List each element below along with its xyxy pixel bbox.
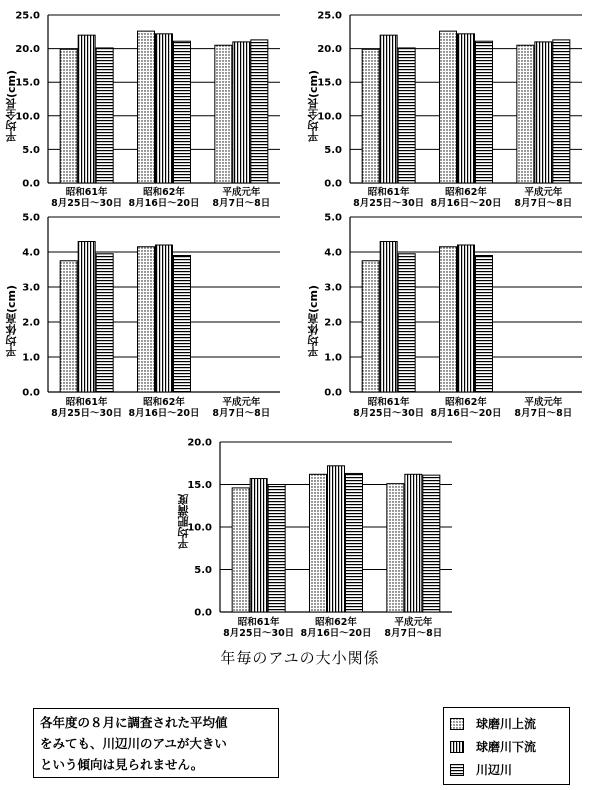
y-tick-label: 20.0: [187, 437, 212, 449]
x-tick-label: 8月16日〜20日: [128, 408, 200, 419]
x-tick-label: 平成元年: [524, 187, 563, 198]
x-tick-label: 昭和62年: [445, 187, 487, 198]
bar-upstream: [440, 31, 457, 183]
bar-downstream: [156, 245, 173, 392]
bar-kawabe: [398, 48, 415, 183]
x-tick-label: 平成元年: [394, 617, 433, 628]
x-tick-label: 平成元年: [524, 397, 563, 408]
y-tick-label: 20.0: [15, 44, 40, 56]
legend-label: 球磨川下流: [476, 740, 537, 754]
y-tick-label: 4.0: [22, 247, 40, 259]
bar-kawabe: [398, 254, 415, 392]
x-tick-label: 8月16日〜20日: [430, 198, 502, 209]
y-tick-label: 4.0: [324, 247, 342, 259]
y-tick-label: 5.0: [324, 144, 342, 156]
bar-upstream: [60, 261, 77, 392]
y-tick-label: 15.0: [187, 480, 212, 491]
y-tick-label: 5.0: [22, 144, 40, 156]
legend-item-downstream: [450, 735, 563, 758]
x-tick-label: 8月7日〜8日: [514, 198, 573, 209]
chart-average-height-right: [302, 205, 592, 420]
chart-svg: [170, 432, 460, 647]
bar-downstream: [458, 245, 475, 392]
x-tick-label: 8月25日〜30日: [353, 408, 425, 419]
chart-average-length-left: [0, 0, 290, 210]
chart-average-fatness: [170, 432, 460, 647]
note-line: 各年度の８月に調査された平均値: [40, 715, 228, 730]
y-tick-label: 5.0: [194, 565, 212, 576]
vlines-pattern-swatch: [450, 741, 464, 753]
y-tick-label: 0.0: [22, 387, 40, 399]
y-tick-label: 1.0: [22, 352, 40, 364]
y-tick-label: 1.0: [324, 352, 342, 364]
dots-pattern-swatch: [450, 718, 464, 730]
y-tick-label: 0.0: [324, 178, 342, 190]
bar-downstream: [78, 242, 95, 393]
x-tick-label: 昭和61年: [367, 397, 410, 408]
y-tick-label: 2.0: [22, 317, 40, 329]
legend-item-upstream: [450, 712, 563, 735]
y-axis-label: 平均全長(cm): [5, 70, 18, 143]
bar-downstream: [380, 242, 397, 393]
bar-kawabe: [96, 254, 113, 392]
x-tick-label: 昭和61年: [65, 397, 108, 408]
note-line: をみても、川辺川のアユが大きい: [40, 736, 227, 751]
legend-label: 川辺川: [476, 763, 513, 777]
hlines-pattern-swatch: [450, 764, 464, 776]
bar-kawabe: [174, 41, 191, 183]
bar-kawabe: [174, 256, 191, 393]
chart-svg: [0, 0, 290, 210]
x-tick-label: 昭和61年: [65, 187, 108, 198]
bar-upstream: [440, 247, 457, 392]
y-tick-label: 10.0: [15, 111, 40, 123]
x-tick-label: 8月16日〜20日: [430, 408, 502, 419]
bar-upstream: [60, 49, 77, 183]
legend-item-kawabe: [450, 758, 563, 781]
figure-caption: 年毎のアユの大小関係: [220, 649, 380, 667]
x-tick-label: 昭和61年: [367, 187, 410, 198]
x-tick-label: 8月25日〜30日: [51, 408, 123, 419]
bar-downstream: [156, 34, 173, 183]
bar-kawabe: [476, 256, 493, 393]
bar-upstream: [138, 31, 155, 183]
bar-upstream: [517, 45, 534, 183]
bar-upstream: [232, 488, 249, 612]
y-tick-label: 2.0: [324, 317, 342, 329]
bar-kawabe: [251, 40, 268, 183]
bar-kawabe: [553, 40, 570, 183]
y-tick-label: 0.0: [324, 387, 342, 399]
x-tick-label: 8月7日〜8日: [384, 628, 443, 639]
y-tick-label: 15.0: [317, 77, 342, 89]
bar-kawabe: [96, 48, 113, 183]
legend: [443, 707, 570, 785]
x-tick-label: 8月16日〜20日: [128, 198, 200, 209]
legend-label: 球磨川上流: [476, 717, 537, 731]
x-tick-label: 8月7日〜8日: [514, 408, 573, 419]
bar-kawabe: [268, 485, 285, 613]
y-tick-label: 3.0: [22, 282, 40, 294]
y-tick-label: 15.0: [15, 77, 40, 89]
note-box: [33, 708, 279, 778]
y-tick-label: 25.0: [15, 10, 40, 22]
bar-downstream: [405, 474, 422, 612]
bar-downstream: [535, 42, 552, 183]
x-tick-label: 8月16日〜20日: [300, 628, 372, 639]
bar-upstream: [310, 474, 327, 612]
x-tick-label: 8月7日〜8日: [212, 408, 271, 419]
y-tick-label: 0.0: [194, 607, 212, 619]
bar-downstream: [233, 42, 250, 183]
x-tick-label: 8月7日〜8日: [212, 198, 271, 209]
bar-downstream: [78, 35, 95, 183]
chart-average-length-right: [302, 0, 592, 210]
chart-average-height-left: [0, 205, 290, 420]
x-tick-label: 昭和62年: [143, 397, 185, 408]
note-line: という傾向は見られません。: [40, 757, 204, 772]
chart-svg: [0, 205, 290, 420]
y-tick-label: 20.0: [317, 44, 342, 56]
x-tick-label: 8月25日〜30日: [223, 628, 295, 639]
bar-upstream: [387, 484, 404, 612]
x-tick-label: 昭和62年: [315, 617, 357, 628]
y-tick-label: 0.0: [22, 178, 40, 190]
chart-svg: [302, 205, 592, 420]
y-tick-label: 25.0: [317, 10, 342, 22]
bar-upstream: [362, 49, 379, 183]
bar-upstream: [362, 261, 379, 392]
bar-kawabe: [423, 475, 440, 612]
y-axis-label: 平均体高(cm): [5, 285, 18, 358]
bar-kawabe: [346, 473, 363, 612]
x-tick-label: 8月25日〜30日: [51, 198, 123, 209]
x-tick-label: 8月25日〜30日: [353, 198, 425, 209]
bar-downstream: [380, 35, 397, 183]
bar-kawabe: [476, 41, 493, 183]
y-tick-label: 5.0: [22, 212, 40, 224]
y-tick-label: 10.0: [187, 522, 212, 534]
chart-svg: [302, 0, 592, 210]
x-tick-label: 昭和62年: [143, 187, 185, 198]
y-axis-label: 平均肥満度: [177, 494, 190, 549]
x-tick-label: 平成元年: [222, 187, 261, 198]
y-tick-label: 10.0: [317, 111, 342, 123]
bar-upstream: [215, 45, 232, 183]
y-tick-label: 5.0: [324, 212, 342, 224]
x-tick-label: 平成元年: [222, 397, 261, 408]
bar-downstream: [328, 466, 345, 612]
x-tick-label: 昭和61年: [237, 617, 280, 628]
x-tick-label: 昭和62年: [445, 397, 487, 408]
y-tick-label: 3.0: [324, 282, 342, 294]
bar-downstream: [458, 34, 475, 183]
bar-downstream: [250, 479, 267, 612]
bar-upstream: [138, 247, 155, 392]
y-axis-label: 平均全長(cm): [307, 70, 320, 143]
y-axis-label: 平均体高(cm): [307, 285, 320, 358]
